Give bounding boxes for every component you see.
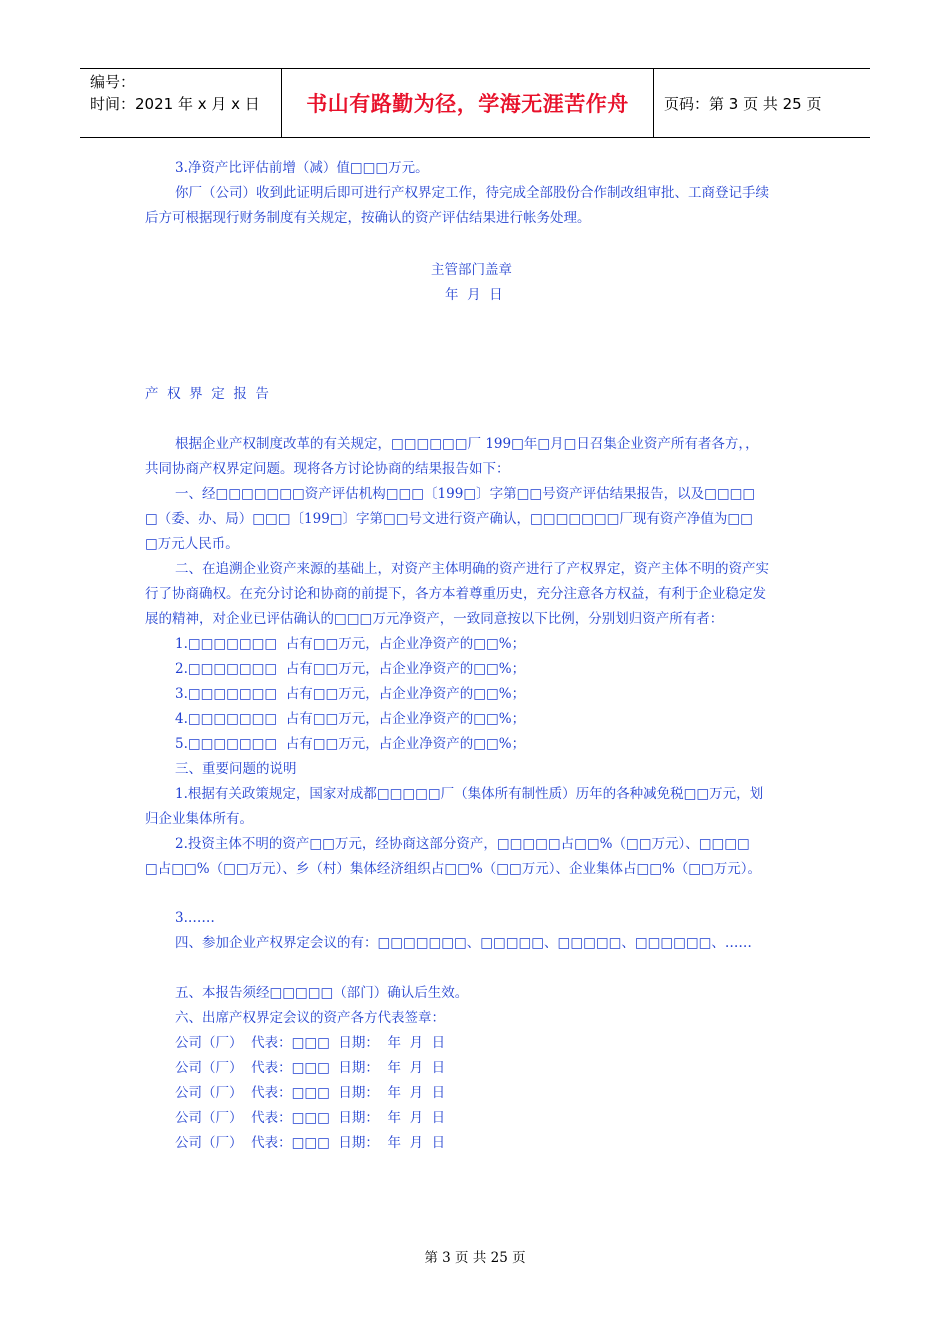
paragraph-line: 3.…… xyxy=(175,910,215,926)
paragraph-line: 行了协商确权。在充分讨论和协商的前提下，各方本着尊重历史，充分注意各方权益，有利于企业稳定发 xyxy=(145,586,766,602)
signature-line: 公司（厂） 代表：□□□ 日期： 年 月 日 xyxy=(175,1035,446,1051)
header-motto: 书山有路勤为径，学海无涯苦作舟 xyxy=(282,69,654,137)
paragraph-line: 1.根据有关政策规定，国家对成都□□□□□厂（集体所有制性质）历年的各种减免税□□万元，划 xyxy=(175,786,764,802)
list-item: 1.□□□□□□□ 占有□□万元，占企业净资产的□□%； xyxy=(175,636,526,652)
paragraph-line: □占□□%（□□万元）、乡（村）集体经济组织占□□%（□□万元）、企业集体占□□%（□□万元）。 xyxy=(145,861,762,877)
paragraph-line: 展的精神，对企业已评估确认的□□□万元净资产，一致同意按以下比例，分别划归资产所有者： xyxy=(145,611,724,627)
paragraph-line: 一、经□□□□□□□资产评估机构□□□〔199□〕字第□□号资产评估结果报告，以及□□□□ xyxy=(175,486,756,502)
paragraph-line: 四、参加企业产权界定会议的有：□□□□□□□、□□□□□、□□□□□、□□□□□□、…… xyxy=(175,935,752,951)
paragraph-line: 二、在追溯企业资产来源的基础上，对资产主体明确的资产进行了产权界定，资产主体不明的资产实 xyxy=(175,561,769,577)
paragraph-line: 2.投资主体不明的资产□□万元，经协商这部分资产，□□□□□占□□%（□□万元）、□□□□ xyxy=(175,836,750,852)
signature-line: 公司（厂） 代表：□□□ 日期： 年 月 日 xyxy=(175,1110,446,1126)
page-header xyxy=(80,68,870,138)
date-line: 年 月 日 xyxy=(445,287,503,303)
list-item: 3.□□□□□□□ 占有□□万元，占企业净资产的□□%； xyxy=(175,686,526,702)
paragraph-line: 共同协商产权界定问题。现将各方讨论协商的结果报告如下： xyxy=(145,461,510,477)
signature-line: 公司（厂） 代表：□□□ 日期： 年 月 日 xyxy=(175,1135,446,1151)
report-title: 产 权 界 定 报 告 xyxy=(145,386,269,402)
paragraph-line: 3.净资产比评估前增（减）值□□□万元。 xyxy=(175,160,429,176)
signature-line: 公司（厂） 代表：□□□ 日期： 年 月 日 xyxy=(175,1085,446,1101)
paragraph-line: 你厂（公司）收到此证明后即可进行产权界定工作，待完成全部股份合作制改组审批、工商登记手续 xyxy=(175,185,769,201)
seal-line: 主管部门盖章 xyxy=(431,262,512,278)
section-heading: 三、重要问题的说明 xyxy=(175,761,297,777)
list-item: 2.□□□□□□□ 占有□□万元，占企业净资产的□□%； xyxy=(175,661,526,677)
list-item: 4.□□□□□□□ 占有□□万元，占企业净资产的□□%； xyxy=(175,711,526,727)
paragraph-line: 后方可根据现行财务制度有关规定，按确认的资产评估结果进行帐务处理。 xyxy=(145,210,591,226)
paragraph-line: 归企业集体所有。 xyxy=(145,811,253,827)
header-page-number: 页码：第 3 页 共 25 页 xyxy=(664,94,822,113)
paragraph-line: 五、本报告须经□□□□□（部门）确认后生效。 xyxy=(175,985,469,1001)
paragraph-line: 六、出席产权界定会议的资产各方代表签章： xyxy=(175,1010,445,1026)
paragraph-line: 根据企业产权制度改革的有关规定，□□□□□□厂 199□年□月□日召集企业资产所有者各方，， xyxy=(175,436,759,452)
paragraph-line: □万元人民币。 xyxy=(145,536,239,552)
paragraph-line: □（委、办、局）□□□〔199□〕字第□□号文进行资产确认，□□□□□□□厂现有资产净值为□□ xyxy=(145,511,753,527)
code-label: 编号： xyxy=(90,73,136,91)
time-label: 时间：2021 年 x 月 x 日 xyxy=(90,95,260,113)
list-item: 5.□□□□□□□ 占有□□万元，占企业净资产的□□%； xyxy=(175,736,526,752)
signature-line: 公司（厂） 代表：□□□ 日期： 年 月 日 xyxy=(175,1060,446,1076)
page-footer: 第 3 页 共 25 页 xyxy=(424,1250,526,1266)
header-meta xyxy=(80,69,282,137)
